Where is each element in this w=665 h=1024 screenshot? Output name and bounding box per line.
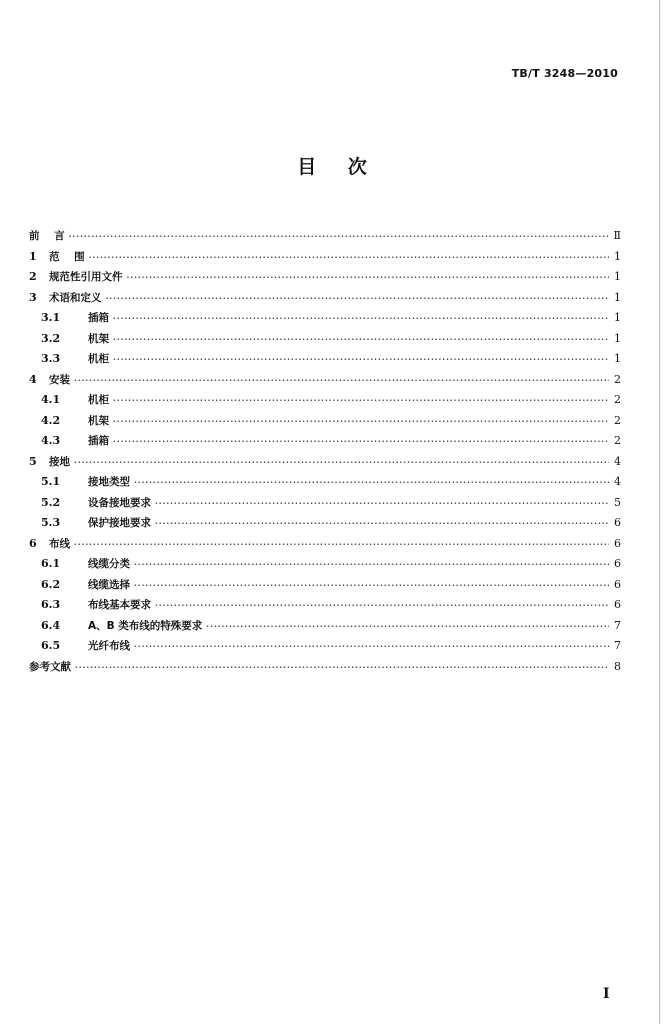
toc-entry[interactable] (29, 308, 621, 329)
toc-entry[interactable] (29, 493, 621, 514)
toc-entry-page: 6 (614, 536, 621, 550)
toc-entry-number: 5.2 (41, 495, 61, 509)
toc-entry-page: 2 (614, 372, 621, 386)
toc-entry-label: 术语和定义 (49, 291, 102, 304)
toc-entry-page: 6 (614, 577, 621, 591)
toc-entry-label: 保护接地要求 (88, 517, 151, 529)
toc-entry-page: 6 (614, 598, 621, 611)
toc-entry-number: 6.1 (41, 557, 61, 570)
toc-entry-number: 1 (29, 249, 37, 263)
toc-entry[interactable] (29, 513, 621, 534)
toc-entry-page: 7 (614, 618, 621, 632)
toc-entry-label: 设备接地要求 (88, 496, 151, 509)
toc-dot-leader (106, 288, 610, 309)
toc-entry-number: 4 (29, 372, 37, 386)
toc-entry-page: 2 (614, 393, 621, 406)
toc-entry[interactable] (29, 288, 621, 309)
toc-entry-number: 3 (29, 290, 37, 304)
toc-entry-page: 6 (614, 557, 621, 570)
toc-title: 目 次 (297, 156, 368, 178)
toc-entry-label: A、B 类布线的特殊要求 (88, 619, 203, 632)
toc-entry-number: 4.1 (41, 393, 61, 406)
toc-entry[interactable] (29, 247, 621, 268)
toc-entry-label: 规范性引用文件 (49, 271, 123, 283)
toc-entry[interactable] (29, 534, 621, 555)
toc-entry-page: 7 (614, 639, 621, 652)
toc-entry-page: 1 (614, 249, 621, 263)
toc-entry-number: 6.4 (41, 618, 61, 632)
toc-entry[interactable] (29, 657, 621, 678)
toc-entry-label: 参考文献 (29, 660, 71, 673)
toc-list (29, 226, 621, 677)
toc-entry-number: 3.3 (41, 352, 61, 365)
toc-entry[interactable] (29, 595, 621, 616)
toc-dot-leader (74, 370, 609, 391)
toc-entry-label: 光纤布线 (88, 640, 130, 652)
toc-entry-page: 4 (614, 475, 621, 488)
toc-entry[interactable] (29, 472, 621, 493)
toc-entry-label: 布线 (49, 537, 70, 550)
toc-dot-leader (113, 411, 609, 432)
toc-dot-leader (89, 247, 609, 268)
toc-entry[interactable] (29, 636, 621, 657)
toc-entry-label: 机柜 (88, 394, 109, 406)
toc-entry-page: Ⅱ (613, 229, 621, 242)
toc-dot-leader (134, 636, 609, 657)
toc-entry-number: 4.2 (41, 413, 61, 427)
toc-entry-number: 5 (29, 454, 37, 468)
toc-dot-leader (134, 575, 609, 596)
document-id: TB/T 3248—2010 (511, 67, 618, 80)
toc-dot-leader (69, 226, 609, 247)
toc-entry-label: 线缆选择 (88, 578, 130, 591)
toc-entry-number: 4.3 (41, 434, 61, 447)
toc-entry-page: 4 (614, 454, 621, 468)
toc-entry-label: 插箱 (88, 312, 109, 324)
toc-entry-number: 6.5 (41, 639, 61, 652)
toc-entry[interactable] (29, 616, 621, 637)
toc-entry-page: 1 (614, 352, 621, 365)
toc-dot-leader (155, 595, 609, 616)
toc-entry[interactable] (29, 452, 621, 473)
toc-entry-label: 前 言 (29, 230, 65, 242)
toc-entry-label: 接地类型 (88, 476, 130, 488)
toc-dot-leader (74, 534, 609, 555)
toc-entry-label: 安装 (49, 373, 70, 386)
toc-entry-page: 2 (614, 413, 621, 427)
toc-dot-leader (113, 308, 609, 329)
toc-entry-label: 机架 (88, 332, 109, 345)
toc-dot-leader (155, 513, 609, 534)
toc-dot-leader (134, 554, 609, 575)
toc-entry-number: 6.2 (41, 577, 61, 591)
toc-entry[interactable] (29, 349, 621, 370)
toc-entry-page: 1 (614, 290, 621, 304)
toc-entry-number: 5.3 (41, 516, 61, 529)
toc-entry-page: 2 (614, 434, 621, 447)
toc-entry[interactable] (29, 226, 621, 247)
toc-dot-leader (134, 472, 609, 493)
toc-entry-label: 布线基本要求 (88, 599, 151, 611)
toc-dot-leader (74, 452, 609, 473)
toc-dot-leader (113, 329, 609, 350)
toc-entry[interactable] (29, 329, 621, 350)
toc-entry[interactable] (29, 554, 621, 575)
page-number: I (603, 986, 610, 1002)
toc-entry-number: 6.3 (41, 598, 61, 611)
toc-dot-leader (206, 616, 609, 637)
toc-entry-number: 3.1 (41, 311, 61, 324)
toc-dot-leader (113, 431, 609, 452)
toc-entry-number: 3.2 (41, 331, 61, 345)
toc-dot-leader (155, 493, 609, 514)
toc-entry-label: 插箱 (88, 435, 109, 447)
toc-entry-label: 机柜 (88, 353, 109, 365)
toc-dot-leader (113, 349, 609, 370)
toc-entry-page: 1 (614, 311, 621, 324)
toc-entry[interactable] (29, 431, 621, 452)
toc-entry-number: 2 (29, 270, 37, 283)
toc-entry-number: 5.1 (41, 475, 61, 488)
toc-dot-leader (75, 657, 609, 678)
toc-entry-label: 接地 (49, 455, 70, 468)
toc-entry[interactable] (29, 390, 621, 411)
toc-entry-number: 6 (29, 536, 37, 550)
toc-entry-page: 6 (614, 516, 621, 529)
toc-entry-label: 线缆分类 (88, 558, 130, 570)
toc-entry[interactable] (29, 575, 621, 596)
toc-entry-label: 机架 (88, 414, 109, 427)
toc-entry-page: 8 (614, 659, 621, 673)
toc-entry[interactable] (29, 267, 621, 288)
toc-entry-page: 5 (614, 495, 621, 509)
toc-dot-leader (113, 390, 609, 411)
toc-entry-page: 1 (614, 270, 621, 283)
toc-entry-label: 范 围 (49, 250, 85, 263)
toc-entry[interactable] (29, 370, 621, 391)
toc-dot-leader (127, 267, 610, 288)
toc-entry[interactable] (29, 411, 621, 432)
toc-entry-page: 1 (614, 331, 621, 345)
